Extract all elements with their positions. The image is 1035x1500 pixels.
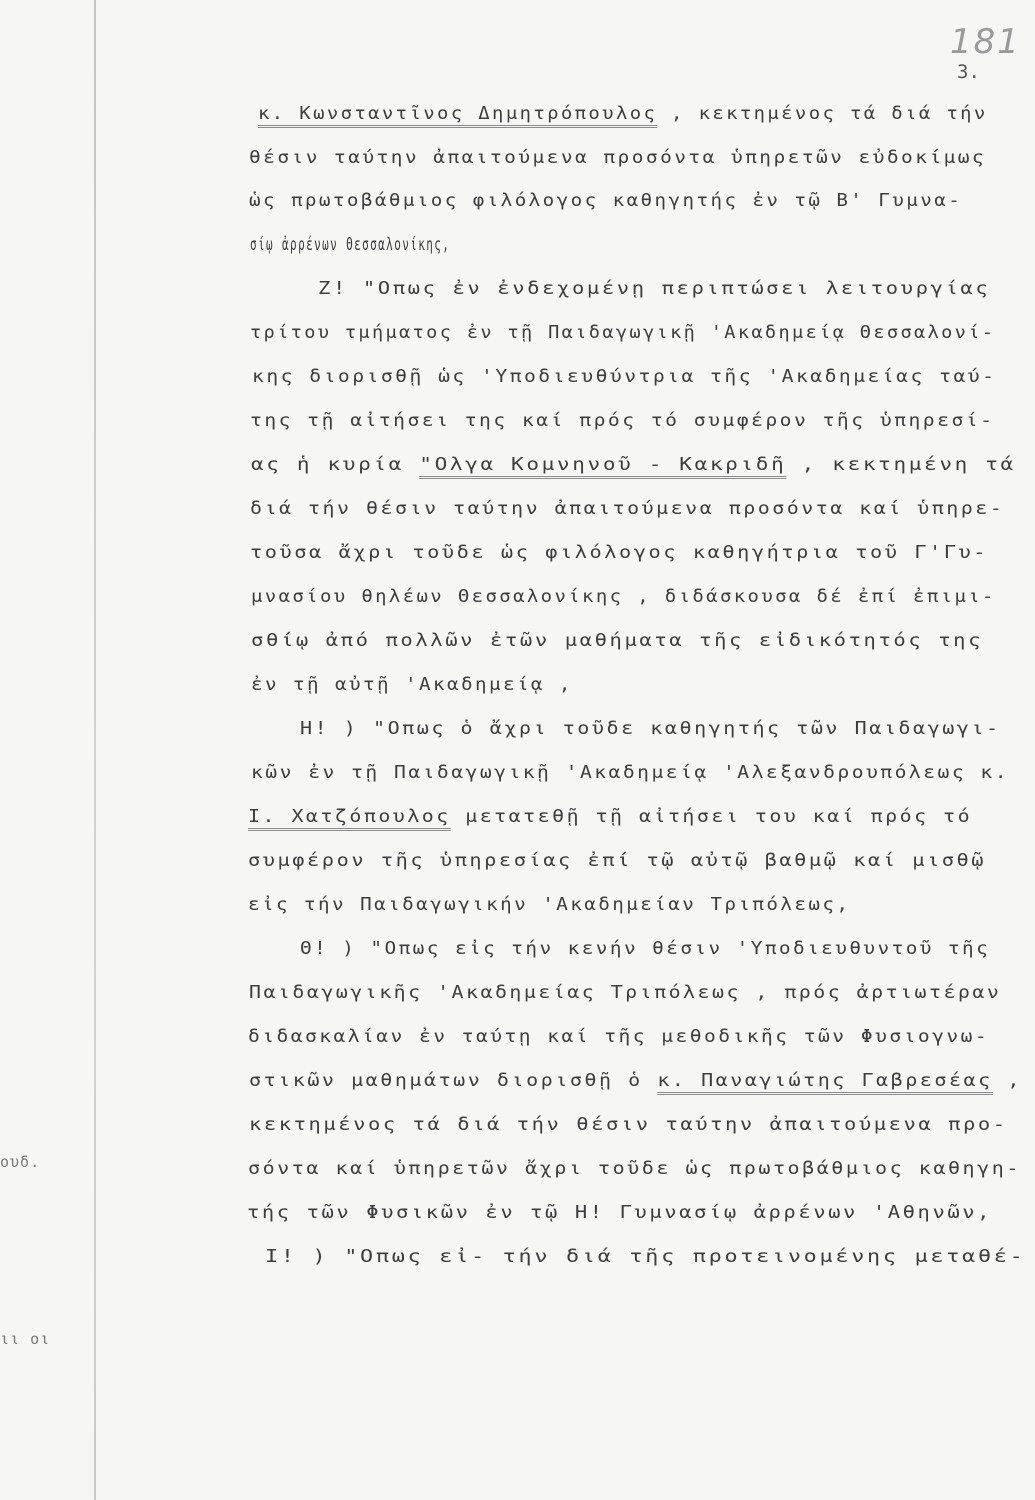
- text-line: [251, 454, 1016, 476]
- text-segment: τοῦσα ἄχρι τοῦδε ὡς φιλόλογος καθηγήτρια τοῦ Γ'Γυ-: [250, 543, 989, 563]
- text-segment: σόντα καί ὑπηρετῶν ἄχρι τοῦδε ὡς πρωτοβάθμιος καθηγη-: [248, 1159, 1021, 1179]
- text-line: [250, 542, 988, 564]
- text-segment: κης διορισθῇ ὡς 'Υποδιευθύντρια τῆς 'Ακαδημείας ταύ-: [252, 367, 997, 387]
- text-segment: εἰς τήν Παιδαγωγικήν 'Ακαδημείαν Τριπόλεως,: [248, 895, 851, 915]
- margin-bleed-text: ουδ.: [0, 1153, 41, 1171]
- text-line: [248, 806, 972, 828]
- text-segment: της τῇ αἰτήσει της καί πρός τό συμφέρον τῆς ὑπηρεσί-: [250, 411, 995, 431]
- underlined-name: κ. Παναγιώτης Γαβρεσέας: [657, 1071, 993, 1091]
- text-line: [300, 718, 1001, 740]
- text-line: [249, 147, 986, 169]
- text-line: [248, 850, 986, 872]
- text-segment: κεκτημένος τά διά τήν θέσιν ταύτην ἀπαιτούμενα προ-: [249, 1115, 1008, 1135]
- text-line: [251, 586, 996, 608]
- text-segment: κῶν ἐν τῇ Παιδαγωγικῇ 'Ακαδημείᾳ 'Αλεξανδρουπόλεως κ.: [251, 763, 1010, 783]
- text-segment: , κεκτημένη τά: [786, 455, 1016, 475]
- underlined-name: "Ολγα Κομνηνοῦ - Κακριδῆ: [419, 455, 787, 475]
- text-line: [251, 674, 573, 696]
- text-line: [249, 1070, 1022, 1092]
- text-line: [250, 410, 994, 432]
- text-line: [248, 894, 850, 916]
- text-segment: τρίτου τμήματος ἐν τῇ Παιδαγωγικῇ 'Ακαδημείᾳ Θεσσαλονί-: [250, 323, 996, 343]
- text-segment: μετατεθῇ τῇ αἰτήσει του καί πρός τό: [450, 807, 973, 827]
- text-segment: Ι! ) "Οπως εἰ- τήν διά τῆς προτεινομένης μεταθέ-: [265, 1247, 1026, 1267]
- text-segment: ας ἡ κυρία: [251, 455, 420, 475]
- text-line: [250, 234, 450, 256]
- text-line: [249, 1114, 1008, 1136]
- text-line: [265, 1246, 1025, 1268]
- text-segment: Παιδαγωγικῆς 'Ακαδημείας Τριπόλεως , πρός ἀρτιωτέραν: [249, 983, 1002, 1003]
- text-segment: διά τήν θέσιν ταύτην ἀπαιτούμενα προσόντα καί ὑπηρε-: [250, 499, 1005, 519]
- text-segment: Θ! ) "Οπως εἰς τήν κενήν θέσιν 'Υποδιευθυντοῦ τῆς: [300, 939, 991, 959]
- text-segment: ὡς πρωτοβάθμιος φιλόλογος καθηγητής ἐν τῷ Β' Γυμνα-: [249, 191, 963, 211]
- text-line: [300, 938, 990, 960]
- text-segment: ἐν τῇ αὐτῇ 'Ακαδημείᾳ ,: [251, 675, 573, 695]
- text-line: [248, 1026, 989, 1048]
- underlined-name: κ. Κωνσταντῖνος Δημητρόπουλος: [258, 104, 658, 124]
- folio-number: 181: [950, 22, 1021, 62]
- underlined-name: Ι. Χατζόπουλος: [248, 807, 451, 827]
- text-segment: συμφέρον τῆς ὑπηρεσίας ἐπί τῷ αὐτῷ βαθμῷ καί μισθῷ: [248, 851, 987, 871]
- text-segment: θέσιν ταύτην ἀπαιτούμενα προσόντα ὑπηρετῶν εὐδοκίμως: [249, 148, 987, 168]
- text-line: [247, 1202, 992, 1224]
- text-line: [252, 366, 996, 388]
- text-segment: τής τῶν Φυσικῶν ἐν τῷ Η! Γυμνασίῳ ἀρρένων 'Αθηνῶν,: [247, 1203, 993, 1223]
- text-line: [258, 103, 988, 125]
- text-line: [251, 630, 983, 652]
- text-line: [249, 190, 962, 212]
- text-segment: μνασίου θηλέων Θεσσαλονίκης , διδάσκουσα δέ ἐπί ἐπιμι-: [251, 587, 996, 607]
- text-segment: ,: [992, 1071, 1022, 1091]
- text-segment: σθίῳ ἀπό πολλῶν ἐτῶν μαθήματα τῆς εἰδικότητός της: [251, 631, 984, 651]
- text-line: [318, 278, 990, 300]
- text-segment: Ζ! "Οπως ἐν ἐνδεχομένῃ περιπτώσει λειτουργίας: [318, 279, 991, 299]
- binding-fold: [94, 0, 96, 1500]
- text-segment: στικῶν μαθημάτων διορισθῇ ὁ: [249, 1071, 658, 1091]
- text-line: [251, 762, 1009, 784]
- text-segment: Η! ) "Οπως ὁ ἄχρι τοῦδε καθηγητής τῶν Παιδαγωγι-: [300, 719, 1001, 739]
- margin-bleed-text: ιι οι: [0, 1330, 51, 1348]
- text-segment: σίῳ ἀρρένων Θεσσαλονίκης,: [250, 235, 451, 255]
- text-segment: διδασκαλίαν ἐν ταύτῃ καί τῆς μεθοδικῆς τῶν Φυσιογνω-: [248, 1027, 990, 1047]
- text-line: [250, 498, 1004, 520]
- text-line: [249, 982, 1001, 1004]
- page-number: 3.: [957, 61, 980, 83]
- text-line: [248, 1158, 1021, 1180]
- text-line: [250, 322, 995, 344]
- text-segment: , κεκτημένος τά διά τήν: [657, 104, 988, 124]
